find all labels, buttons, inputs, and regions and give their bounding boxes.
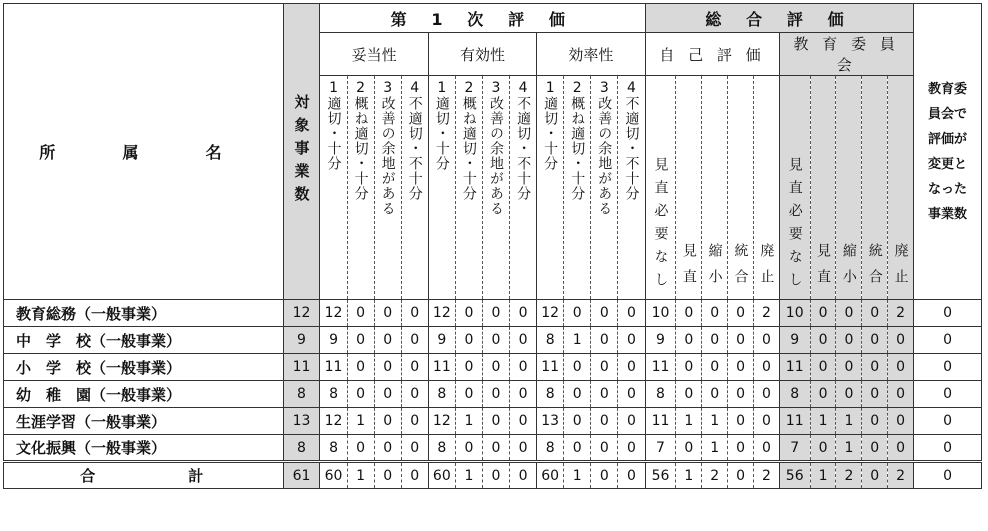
cell-yuko: 0 <box>510 327 537 354</box>
row-changed: 0 <box>914 435 982 462</box>
cell-jiko: 0 <box>753 435 779 462</box>
cell-yuko: 9 <box>428 327 455 354</box>
cell-dato: 0 <box>347 435 374 462</box>
rating-col-number: 4 <box>518 80 528 96</box>
cell-jiko: 0 <box>676 381 702 408</box>
cell-jiko: 1 <box>676 408 702 435</box>
cell-kyoiku: 2 <box>836 462 862 489</box>
decision-col-text: 見直必要なし <box>786 157 803 295</box>
cell-koritsu: 0 <box>591 354 618 381</box>
cell-kyoiku: 11 <box>779 408 810 435</box>
rating-col-text: 不適切・不十分 <box>406 96 423 201</box>
cell-kyoiku: 8 <box>779 381 810 408</box>
cell-jiko: 0 <box>702 381 728 408</box>
cell-jiko: 0 <box>753 327 779 354</box>
decision-col-text: 見直 <box>680 243 697 295</box>
cell-jiko: 2 <box>753 462 779 489</box>
cell-koritsu: 8 <box>537 435 564 462</box>
koritsu-header: 効率性 <box>537 33 646 76</box>
cell-koritsu: 0 <box>591 300 618 327</box>
changed-header-line: 事業数 <box>928 206 968 222</box>
rating-col-header <box>591 76 618 300</box>
cell-kyoiku: 0 <box>862 354 888 381</box>
table-row <box>4 435 982 462</box>
cell-kyoiku: 0 <box>836 381 862 408</box>
cell-koritsu: 0 <box>618 381 645 408</box>
cell-koritsu: 0 <box>591 408 618 435</box>
cell-jiko: 0 <box>676 435 702 462</box>
row-changed: 0 <box>914 327 982 354</box>
changed-header <box>914 4 982 300</box>
cell-kyoiku: 1 <box>810 462 836 489</box>
cell-yuko: 0 <box>510 300 537 327</box>
cell-jiko: 0 <box>676 354 702 381</box>
cell-dato: 0 <box>401 381 428 408</box>
cell-yuko: 0 <box>455 327 482 354</box>
rating-col-header <box>482 76 509 300</box>
cell-kyoiku: 0 <box>810 327 836 354</box>
cell-yuko: 0 <box>482 300 509 327</box>
total-row <box>4 462 982 489</box>
cell-koritsu: 0 <box>618 327 645 354</box>
cell-jiko: 0 <box>753 354 779 381</box>
cell-koritsu: 60 <box>537 462 564 489</box>
cell-jiko: 0 <box>702 327 728 354</box>
rating-col-text: 適切・十分 <box>433 96 450 171</box>
cell-kyoiku: 0 <box>810 435 836 462</box>
shozoku-header: 所 属 名 <box>4 4 284 300</box>
rating-col-header <box>374 76 401 300</box>
rating-col-text: 概ね適切・十分 <box>352 96 369 201</box>
cell-kyoiku: 10 <box>779 300 810 327</box>
decision-col-header <box>888 76 914 300</box>
cell-yuko: 60 <box>428 462 455 489</box>
cell-dato: 1 <box>347 408 374 435</box>
cell-yuko: 8 <box>428 381 455 408</box>
cell-dato: 0 <box>347 300 374 327</box>
cell-yuko: 0 <box>510 462 537 489</box>
rating-col-header <box>320 76 347 300</box>
table-row <box>4 300 982 327</box>
row-name: 幼 稚 園（一般事業） <box>4 381 284 408</box>
cell-jiko: 0 <box>728 354 754 381</box>
sogo-header: 総 合 評 価 <box>645 4 913 33</box>
rating-col-text: 適切・十分 <box>325 96 342 171</box>
cell-dato: 0 <box>401 435 428 462</box>
rating-col-header <box>537 76 564 300</box>
rating-col-number: 3 <box>491 80 501 96</box>
yuko-header: 有効性 <box>428 33 536 76</box>
cell-kyoiku: 9 <box>779 327 810 354</box>
cell-jiko: 9 <box>645 327 676 354</box>
cell-dato: 11 <box>320 354 347 381</box>
rating-col-header <box>401 76 428 300</box>
row-name: 教育総務（一般事業） <box>4 300 284 327</box>
row-changed: 0 <box>914 300 982 327</box>
changed-header-line: 教育委 <box>928 81 968 97</box>
cell-kyoiku: 0 <box>836 354 862 381</box>
decision-col-header <box>862 76 888 300</box>
rating-col-text: 適切・十分 <box>542 96 559 171</box>
cell-jiko: 1 <box>676 462 702 489</box>
cell-jiko: 0 <box>728 381 754 408</box>
cell-yuko: 0 <box>482 381 509 408</box>
rating-col-number: 4 <box>627 80 636 96</box>
cell-koritsu: 1 <box>564 327 591 354</box>
cell-koritsu: 13 <box>537 408 564 435</box>
cell-jiko: 1 <box>702 408 728 435</box>
cell-koritsu: 0 <box>618 300 645 327</box>
cell-yuko: 1 <box>455 408 482 435</box>
cell-jiko: 2 <box>702 462 728 489</box>
decision-col-header <box>645 76 676 300</box>
rating-col-header <box>347 76 374 300</box>
cell-kyoiku: 0 <box>862 435 888 462</box>
cell-koritsu: 0 <box>564 300 591 327</box>
rating-col-header <box>428 76 455 300</box>
decision-col-header <box>779 76 810 300</box>
table-row <box>4 381 982 408</box>
rating-col-header <box>618 76 645 300</box>
rating-col-number: 1 <box>329 80 338 96</box>
cell-kyoiku: 1 <box>836 435 862 462</box>
cell-jiko: 0 <box>702 300 728 327</box>
rating-col-header <box>564 76 591 300</box>
rating-col-text: 改善の余地がある <box>379 96 396 216</box>
cell-dato: 0 <box>374 327 401 354</box>
cell-yuko: 0 <box>455 435 482 462</box>
cell-kyoiku: 1 <box>810 408 836 435</box>
cell-jiko: 0 <box>676 327 702 354</box>
row-count: 13 <box>283 408 320 435</box>
cell-dato: 0 <box>401 462 428 489</box>
cell-jiko: 0 <box>728 408 754 435</box>
cell-yuko: 12 <box>428 408 455 435</box>
cell-jiko: 2 <box>753 300 779 327</box>
rating-col-number: 1 <box>437 80 447 96</box>
rating-col-header <box>510 76 537 300</box>
decision-col-text: 見直必要なし <box>652 157 669 295</box>
cell-kyoiku: 0 <box>836 300 862 327</box>
rating-col-number: 1 <box>545 80 555 96</box>
cell-koritsu: 0 <box>564 408 591 435</box>
total-label: 合 計 <box>4 462 284 489</box>
cell-yuko: 0 <box>482 435 509 462</box>
cell-kyoiku: 0 <box>862 300 888 327</box>
cell-dato: 8 <box>320 435 347 462</box>
cell-kyoiku: 0 <box>888 408 914 435</box>
cell-kyoiku: 2 <box>888 462 914 489</box>
table-row <box>4 408 982 435</box>
decision-col-header <box>836 76 862 300</box>
cell-dato: 0 <box>347 354 374 381</box>
cell-jiko: 7 <box>645 435 676 462</box>
row-name: 中 学 校（一般事業） <box>4 327 284 354</box>
cell-koritsu: 0 <box>564 381 591 408</box>
cell-dato: 1 <box>347 462 374 489</box>
row-name: 小 学 校（一般事業） <box>4 354 284 381</box>
cell-dato: 8 <box>320 381 347 408</box>
cell-yuko: 12 <box>428 300 455 327</box>
cell-kyoiku: 0 <box>810 381 836 408</box>
rating-col-text: 不適切・不十分 <box>623 96 640 201</box>
cell-yuko: 0 <box>455 381 482 408</box>
row-count: 8 <box>283 435 320 462</box>
row-changed: 0 <box>914 462 982 489</box>
cell-jiko: 11 <box>645 354 676 381</box>
rating-col-text: 改善の余地がある <box>596 96 613 216</box>
decision-col-text: 廃止 <box>758 243 775 295</box>
rating-col-text: 概ね適切・十分 <box>460 96 477 201</box>
cell-koritsu: 0 <box>618 435 645 462</box>
cell-jiko: 56 <box>645 462 676 489</box>
decision-col-header <box>753 76 779 300</box>
cell-kyoiku: 2 <box>888 300 914 327</box>
cell-koritsu: 0 <box>591 462 618 489</box>
rating-col-text: 概ね適切・十分 <box>569 96 586 201</box>
cell-kyoiku: 0 <box>888 435 914 462</box>
cell-dato: 0 <box>347 381 374 408</box>
cell-yuko: 0 <box>510 381 537 408</box>
cell-kyoiku: 0 <box>862 381 888 408</box>
row-count: 9 <box>283 327 320 354</box>
cell-yuko: 0 <box>510 435 537 462</box>
cell-kyoiku: 0 <box>836 327 862 354</box>
dato-header: 妥当性 <box>320 33 428 76</box>
rating-col-text: 不適切・不十分 <box>515 96 532 201</box>
jiko-header: 自 己 評 価 <box>645 33 779 76</box>
cell-koritsu: 8 <box>537 327 564 354</box>
rating-col-number: 3 <box>599 80 609 96</box>
decision-col-header <box>676 76 702 300</box>
row-count: 61 <box>283 462 320 489</box>
cell-dato: 0 <box>374 300 401 327</box>
cell-yuko: 0 <box>455 300 482 327</box>
cell-yuko: 0 <box>510 354 537 381</box>
row-count: 11 <box>283 354 320 381</box>
cell-koritsu: 8 <box>537 381 564 408</box>
cell-dato: 0 <box>374 462 401 489</box>
table-row <box>4 354 982 381</box>
cell-yuko: 0 <box>482 354 509 381</box>
cell-jiko: 1 <box>702 435 728 462</box>
cell-yuko: 11 <box>428 354 455 381</box>
evaluation-table <box>3 3 982 489</box>
row-name: 文化振興（一般事業） <box>4 435 284 462</box>
cell-kyoiku: 0 <box>888 327 914 354</box>
cell-dato: 0 <box>374 408 401 435</box>
cell-kyoiku: 1 <box>836 408 862 435</box>
cell-kyoiku: 0 <box>810 354 836 381</box>
rating-col-number: 2 <box>356 80 366 96</box>
cell-koritsu: 0 <box>564 354 591 381</box>
cell-koritsu: 0 <box>591 435 618 462</box>
decision-col-text: 縮小 <box>706 243 723 295</box>
cell-kyoiku: 56 <box>779 462 810 489</box>
changed-header-line: 変更と <box>928 156 968 172</box>
taisho-header: 対象事業数 <box>283 4 320 300</box>
cell-yuko: 0 <box>482 408 509 435</box>
cell-jiko: 0 <box>728 435 754 462</box>
cell-koritsu: 12 <box>537 300 564 327</box>
cell-jiko: 10 <box>645 300 676 327</box>
rating-col-number: 2 <box>572 80 582 96</box>
cell-dato: 0 <box>374 354 401 381</box>
cell-koritsu: 0 <box>618 408 645 435</box>
cell-dato: 0 <box>374 381 401 408</box>
cell-dato: 12 <box>320 300 347 327</box>
cell-jiko: 0 <box>728 462 754 489</box>
cell-yuko: 0 <box>482 327 509 354</box>
cell-jiko: 8 <box>645 381 676 408</box>
cell-koritsu: 0 <box>591 381 618 408</box>
rating-col-number: 2 <box>464 80 474 96</box>
cell-koritsu: 0 <box>564 435 591 462</box>
kyoiku-header: 教 育 委 員 会 <box>779 33 913 76</box>
table-row <box>4 327 982 354</box>
cell-dato: 0 <box>347 327 374 354</box>
decision-col-header <box>810 76 836 300</box>
changed-header-line: 員会で <box>928 106 968 122</box>
cell-jiko: 0 <box>728 327 754 354</box>
cell-yuko: 0 <box>482 462 509 489</box>
cell-jiko: 0 <box>676 300 702 327</box>
cell-koritsu: 0 <box>591 327 618 354</box>
cell-yuko: 0 <box>510 408 537 435</box>
cell-jiko: 0 <box>753 381 779 408</box>
cell-kyoiku: 0 <box>862 408 888 435</box>
daiichiji-header: 第 1 次 評 価 <box>320 4 645 33</box>
cell-dato: 12 <box>320 408 347 435</box>
cell-kyoiku: 7 <box>779 435 810 462</box>
changed-header-line: なった <box>928 181 968 197</box>
cell-dato: 0 <box>401 327 428 354</box>
rating-col-number: 3 <box>383 80 393 96</box>
decision-col-header <box>702 76 728 300</box>
cell-koritsu: 1 <box>564 462 591 489</box>
cell-dato: 0 <box>374 435 401 462</box>
decision-col-header <box>728 76 754 300</box>
row-changed: 0 <box>914 381 982 408</box>
cell-dato: 0 <box>401 354 428 381</box>
cell-dato: 60 <box>320 462 347 489</box>
cell-yuko: 8 <box>428 435 455 462</box>
cell-dato: 9 <box>320 327 347 354</box>
cell-koritsu: 11 <box>537 354 564 381</box>
decision-col-text: 廃止 <box>892 243 909 295</box>
row-name: 生涯学習（一般事業） <box>4 408 284 435</box>
cell-kyoiku: 0 <box>810 300 836 327</box>
cell-kyoiku: 0 <box>862 462 888 489</box>
cell-kyoiku: 11 <box>779 354 810 381</box>
decision-col-text: 統合 <box>732 243 749 295</box>
cell-koritsu: 0 <box>618 462 645 489</box>
cell-kyoiku: 0 <box>888 381 914 408</box>
cell-yuko: 1 <box>455 462 482 489</box>
decision-col-text: 統合 <box>866 243 883 295</box>
row-count: 12 <box>283 300 320 327</box>
cell-koritsu: 0 <box>618 354 645 381</box>
cell-jiko: 0 <box>753 408 779 435</box>
cell-jiko: 0 <box>728 300 754 327</box>
cell-dato: 0 <box>401 300 428 327</box>
cell-kyoiku: 0 <box>888 354 914 381</box>
cell-kyoiku: 0 <box>862 327 888 354</box>
cell-dato: 0 <box>401 408 428 435</box>
row-changed: 0 <box>914 408 982 435</box>
rating-col-number: 4 <box>410 80 420 96</box>
decision-col-text: 縮小 <box>840 243 857 295</box>
row-count: 8 <box>283 381 320 408</box>
rating-col-text: 改善の余地がある <box>487 96 504 216</box>
decision-col-text: 見直 <box>815 243 832 295</box>
cell-jiko: 11 <box>645 408 676 435</box>
cell-jiko: 0 <box>702 354 728 381</box>
rating-col-header <box>455 76 482 300</box>
changed-header-line: 評価が <box>928 131 968 147</box>
row-changed: 0 <box>914 354 982 381</box>
cell-yuko: 0 <box>455 354 482 381</box>
